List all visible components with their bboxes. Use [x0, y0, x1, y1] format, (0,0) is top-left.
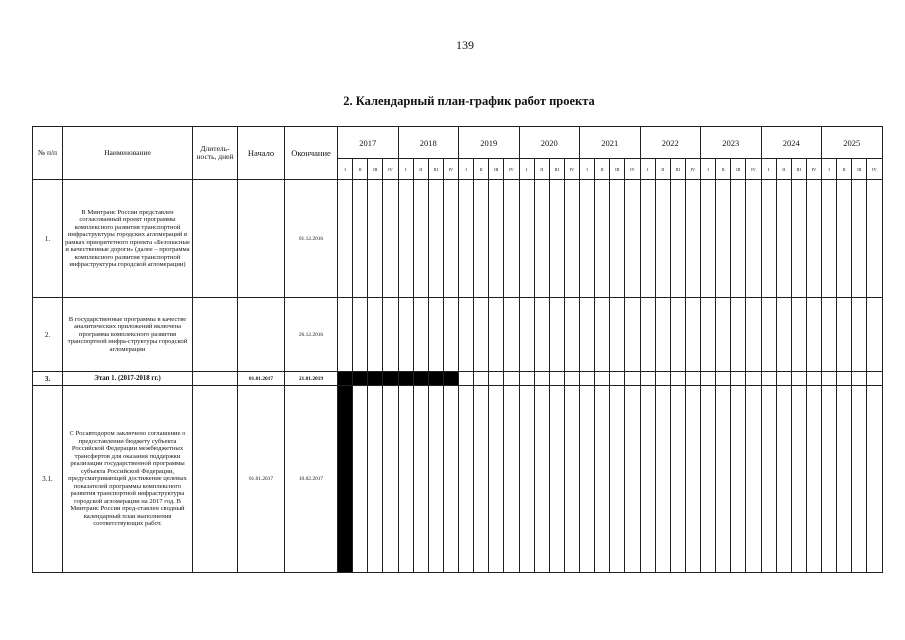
- row-end-cell: 21.01.2019: [285, 372, 338, 386]
- quarter-header: IV: [746, 159, 761, 180]
- quarter-cell: [580, 298, 595, 372]
- quarter-cell: [459, 386, 474, 573]
- gantt-bar-segment: [338, 386, 353, 573]
- quarter-cell: [867, 180, 882, 298]
- row-duration-cell: [193, 386, 238, 573]
- quarter-cell: [534, 298, 549, 372]
- quarter-header: IV: [625, 159, 640, 180]
- quarter-cell: [670, 180, 685, 298]
- gantt-table-container: [32, 126, 883, 573]
- year-header: 2018: [398, 127, 459, 159]
- quarter-cell: [670, 298, 685, 372]
- quarter-cell: [746, 298, 761, 372]
- quarter-cell: [716, 298, 731, 372]
- quarter-cell: [776, 386, 791, 573]
- quarter-cell: [791, 372, 806, 386]
- quarter-header: II: [534, 159, 549, 180]
- quarter-cell: [867, 386, 882, 573]
- quarter-cell: [685, 180, 700, 298]
- quarter-cell: [549, 372, 564, 386]
- quarter-cell: [640, 386, 655, 573]
- gantt-bar-segment: [383, 372, 398, 386]
- quarter-header: I: [398, 159, 413, 180]
- table-row: [33, 180, 883, 298]
- quarter-cell: [564, 180, 579, 298]
- year-header: 2025: [822, 127, 883, 159]
- row-end-cell: 10.02.2017: [285, 386, 338, 573]
- quarter-cell: [489, 386, 504, 573]
- row-end-cell: 01.12.2016: [285, 180, 338, 298]
- quarter-cell: [625, 298, 640, 372]
- quarter-cell: [791, 180, 806, 298]
- quarter-cell: [489, 180, 504, 298]
- quarter-header: III: [549, 159, 564, 180]
- quarter-cell: [398, 386, 413, 573]
- quarter-cell: [806, 180, 821, 298]
- quarter-header: III: [489, 159, 504, 180]
- quarter-cell: [353, 386, 368, 573]
- gantt-bar-segment: [443, 372, 458, 386]
- quarter-cell: [731, 298, 746, 372]
- year-header: 2019: [459, 127, 520, 159]
- row-start-cell: [238, 180, 285, 298]
- quarter-header: I: [338, 159, 353, 180]
- quarter-cell: [837, 298, 852, 372]
- quarter-cell: [474, 386, 489, 573]
- quarter-cell: [761, 386, 776, 573]
- quarter-cell: [837, 180, 852, 298]
- quarter-header: I: [519, 159, 534, 180]
- quarter-cell: [580, 386, 595, 573]
- quarter-cell: [655, 298, 670, 372]
- quarter-cell: [716, 180, 731, 298]
- quarter-header: IV: [383, 159, 398, 180]
- quarter-cell: [761, 298, 776, 372]
- quarter-cell: [549, 298, 564, 372]
- quarter-cell: [670, 372, 685, 386]
- quarter-header: II: [413, 159, 428, 180]
- quarter-cell: [822, 386, 837, 573]
- table-row: [33, 298, 883, 372]
- quarter-cell: [640, 298, 655, 372]
- quarter-header: II: [776, 159, 791, 180]
- quarter-cell: [534, 372, 549, 386]
- quarter-cell: [549, 180, 564, 298]
- quarter-cell: [701, 386, 716, 573]
- quarter-cell: [549, 386, 564, 573]
- quarter-header: II: [353, 159, 368, 180]
- gantt-bar-segment: [338, 372, 353, 386]
- table-row: [33, 386, 883, 573]
- quarter-cell: [595, 180, 610, 298]
- quarter-cell: [595, 298, 610, 372]
- quarter-cell: [564, 372, 579, 386]
- quarter-cell: [701, 372, 716, 386]
- quarter-header: I: [701, 159, 716, 180]
- quarter-cell: [368, 298, 383, 372]
- quarter-cell: [413, 180, 428, 298]
- quarter-cell: [338, 298, 353, 372]
- quarter-cell: [640, 180, 655, 298]
- quarter-cell: [837, 372, 852, 386]
- quarter-cell: [534, 180, 549, 298]
- quarter-cell: [368, 386, 383, 573]
- quarter-cell: [595, 372, 610, 386]
- quarter-header: IV: [564, 159, 579, 180]
- quarter-header: II: [595, 159, 610, 180]
- quarter-cell: [867, 298, 882, 372]
- quarter-cell: [398, 298, 413, 372]
- quarter-header: III: [428, 159, 443, 180]
- quarter-cell: [852, 180, 867, 298]
- quarter-cell: [519, 386, 534, 573]
- quarter-cell: [625, 386, 640, 573]
- quarter-cell: [474, 372, 489, 386]
- row-num-cell: 3.: [33, 372, 63, 386]
- quarter-header: IV: [443, 159, 458, 180]
- quarter-cell: [489, 372, 504, 386]
- row-num-cell: 3.1.: [33, 386, 63, 573]
- quarter-cell: [474, 298, 489, 372]
- quarter-cell: [459, 372, 474, 386]
- quarter-cell: [413, 298, 428, 372]
- quarter-cell: [655, 180, 670, 298]
- quarter-cell: [776, 372, 791, 386]
- section-title: 2. Календарный план-график работ проекта: [343, 94, 595, 108]
- quarter-cell: [685, 386, 700, 573]
- quarter-cell: [595, 386, 610, 573]
- quarter-cell: [640, 372, 655, 386]
- quarter-cell: [519, 180, 534, 298]
- quarter-header: III: [670, 159, 685, 180]
- quarter-header: III: [368, 159, 383, 180]
- quarter-cell: [685, 298, 700, 372]
- header-duration: Длитель-ность, дней: [193, 127, 238, 180]
- quarter-cell: [534, 386, 549, 573]
- quarter-cell: [383, 298, 398, 372]
- quarter-header: III: [731, 159, 746, 180]
- quarter-cell: [761, 372, 776, 386]
- quarter-cell: [459, 180, 474, 298]
- quarter-cell: [791, 386, 806, 573]
- row-num-cell: 1.: [33, 180, 63, 298]
- header-num: № п/п: [33, 127, 63, 180]
- header-start: Начало: [238, 127, 285, 180]
- quarter-cell: [443, 180, 458, 298]
- quarter-cell: [443, 386, 458, 573]
- quarter-cell: [731, 386, 746, 573]
- quarter-cell: [625, 180, 640, 298]
- quarter-cell: [625, 372, 640, 386]
- year-header: 2020: [519, 127, 580, 159]
- row-duration-cell: [193, 298, 238, 372]
- quarter-cell: [852, 386, 867, 573]
- row-start-cell: 01.01.2017: [238, 372, 285, 386]
- quarter-cell: [413, 386, 428, 573]
- quarter-cell: [580, 180, 595, 298]
- quarter-cell: [701, 180, 716, 298]
- row-name-cell: В государственные программы в качестве аналитических приложений включена программа комплексного развития транспортной инфра-структуры городской агломерации: [63, 298, 193, 372]
- quarter-cell: [443, 298, 458, 372]
- quarter-cell: [685, 372, 700, 386]
- quarter-cell: [731, 372, 746, 386]
- row-duration-cell: [193, 372, 238, 386]
- gantt-bar-segment: [428, 372, 443, 386]
- quarter-header: III: [852, 159, 867, 180]
- quarter-cell: [368, 180, 383, 298]
- quarter-cell: [867, 372, 882, 386]
- quarter-header: I: [459, 159, 474, 180]
- quarter-header: I: [640, 159, 655, 180]
- quarter-header: II: [716, 159, 731, 180]
- quarter-cell: [564, 386, 579, 573]
- quarter-cell: [610, 180, 625, 298]
- quarter-cell: [428, 298, 443, 372]
- quarter-cell: [822, 372, 837, 386]
- quarter-header: III: [791, 159, 806, 180]
- row-start-cell: 01.01.2017: [238, 386, 285, 573]
- quarter-cell: [428, 180, 443, 298]
- quarter-cell: [504, 298, 519, 372]
- quarter-header: III: [610, 159, 625, 180]
- quarter-cell: [822, 180, 837, 298]
- gantt-bar-segment: [413, 372, 428, 386]
- quarter-cell: [701, 298, 716, 372]
- quarter-cell: [519, 298, 534, 372]
- page-number: 139: [456, 38, 474, 52]
- row-start-cell: [238, 298, 285, 372]
- quarter-cell: [776, 298, 791, 372]
- gantt-bar-segment: [353, 372, 368, 386]
- quarter-cell: [822, 298, 837, 372]
- row-duration-cell: [193, 180, 238, 298]
- quarter-cell: [852, 298, 867, 372]
- quarter-cell: [519, 372, 534, 386]
- header-name: Наименование: [63, 127, 193, 180]
- quarter-cell: [504, 386, 519, 573]
- quarter-cell: [428, 386, 443, 573]
- quarter-header: II: [655, 159, 670, 180]
- quarter-header: I: [761, 159, 776, 180]
- quarter-cell: [398, 180, 413, 298]
- quarter-cell: [852, 372, 867, 386]
- year-header: 2023: [701, 127, 762, 159]
- quarter-cell: [837, 386, 852, 573]
- quarter-cell: [383, 180, 398, 298]
- quarter-cell: [806, 386, 821, 573]
- quarter-cell: [746, 386, 761, 573]
- gantt-table: [32, 126, 883, 573]
- quarter-cell: [670, 386, 685, 573]
- quarter-cell: [383, 386, 398, 573]
- quarter-cell: [504, 372, 519, 386]
- quarter-cell: [610, 372, 625, 386]
- quarter-cell: [761, 180, 776, 298]
- row-name-cell: С Росавтодором заключено соглашение о предоставлении бюджету субъекта Российской Федерации межбюджетных трансфертов для оказания поддержки реализации государственной программы субъекта Российской Федерации, предусматривающей достижение целевых показателей программы комплексного развития транспортной инфраструктуры городской агломерации на 2017 год. В Минтранс России пред-ставлен сводный календарный план выполнения соответствующих работ.: [63, 386, 193, 573]
- quarter-cell: [776, 180, 791, 298]
- quarter-cell: [655, 372, 670, 386]
- year-header: 2024: [761, 127, 822, 159]
- gantt-bar-segment: [368, 372, 383, 386]
- quarter-header: IV: [685, 159, 700, 180]
- year-header: 2021: [580, 127, 641, 159]
- quarter-header: II: [837, 159, 852, 180]
- quarter-cell: [806, 372, 821, 386]
- year-header: 2022: [640, 127, 701, 159]
- row-num-cell: 2.: [33, 298, 63, 372]
- row-end-cell: 26.12.2016: [285, 298, 338, 372]
- year-header: 2017: [338, 127, 399, 159]
- quarter-cell: [746, 372, 761, 386]
- quarter-cell: [731, 180, 746, 298]
- row-name-cell: Этап 1. (2017-2018 гг.): [63, 372, 193, 386]
- quarter-cell: [806, 298, 821, 372]
- quarter-cell: [716, 372, 731, 386]
- quarter-cell: [489, 298, 504, 372]
- gantt-bar-segment: [398, 372, 413, 386]
- quarter-cell: [716, 386, 731, 573]
- table-row: [33, 372, 883, 386]
- row-name-cell: В Минтранс России представлен согласованный проект программы комплексного развития транспортной инфраструктуры городских агломераций в рамках приоритетного проекта «Безопасные и качественные дороги» (далее – программа комплексного развития транспортной инфраструктуры городской агломерации): [63, 180, 193, 298]
- quarter-cell: [338, 180, 353, 298]
- quarter-cell: [610, 298, 625, 372]
- quarter-header: IV: [504, 159, 519, 180]
- quarter-header: IV: [867, 159, 882, 180]
- quarter-header: I: [580, 159, 595, 180]
- quarter-cell: [504, 180, 519, 298]
- quarter-cell: [580, 372, 595, 386]
- quarter-cell: [564, 298, 579, 372]
- quarter-header: IV: [806, 159, 821, 180]
- quarter-header: I: [822, 159, 837, 180]
- quarter-header: II: [474, 159, 489, 180]
- quarter-cell: [353, 180, 368, 298]
- quarter-cell: [746, 180, 761, 298]
- quarter-cell: [610, 386, 625, 573]
- quarter-cell: [655, 386, 670, 573]
- quarter-cell: [474, 180, 489, 298]
- quarter-cell: [459, 298, 474, 372]
- quarter-cell: [353, 298, 368, 372]
- quarter-cell: [791, 298, 806, 372]
- header-end: Окончание: [285, 127, 338, 180]
